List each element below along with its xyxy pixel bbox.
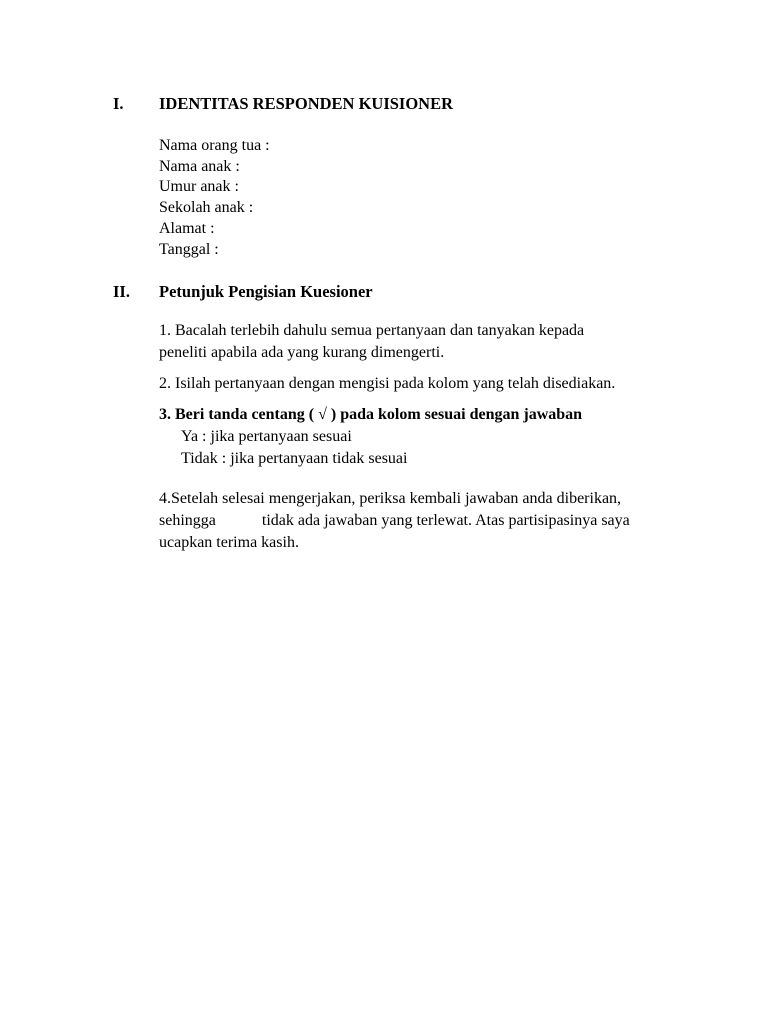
- respondent-field-list: [159, 136, 679, 260]
- instruction-4-line-1: 4.Setelah selesai mengerjakan, periksa kembali jawaban anda diberikan,: [159, 490, 622, 507]
- option-ya: Ya : jika pertanyaan sesuai: [181, 428, 352, 445]
- instruction-4: [159, 488, 689, 554]
- section-1-title: IDENTITAS RESPONDEN KUISIONER: [159, 94, 454, 113]
- field-tanggal: Tanggal :: [159, 240, 219, 258]
- field-alamat: Alamat :: [159, 219, 215, 237]
- option-tidak: Tidak : jika pertanyaan tidak sesuai: [181, 450, 408, 467]
- field-nama-orang-tua: Nama orang tua :: [159, 137, 270, 154]
- instruction-1: [159, 320, 689, 364]
- instruction-1-line-1: 1. Bacalah terlebih dahulu semua pertanyaan dan tanyakan kepada: [159, 322, 585, 339]
- instruction-2-line-1: 2. Isilah pertanyaan dengan mengisi pada kolom yang telah disediakan.: [159, 375, 616, 392]
- section-1-number: I.: [113, 94, 124, 113]
- instruction-4-line-2-start: sehingga: [159, 512, 216, 529]
- field-umur-anak: Umur anak :: [159, 178, 239, 196]
- instruction-4-line-2: [159, 510, 689, 532]
- instruction-1-line-2: peneliti apabila ada yang kurang dimengerti.: [159, 344, 445, 361]
- instruction-2: [159, 373, 689, 395]
- section-2-title: Petunjuk Pengisian Kuesioner: [159, 282, 373, 301]
- instruction-4-line-3: ucapkan terima kasih.: [159, 534, 299, 551]
- field-nama-anak: Nama anak :: [159, 157, 240, 175]
- section-2-number: II.: [113, 282, 130, 301]
- instruction-4-line-2-end: tidak ada jawaban yang terlewat. Atas partisipasinya saya: [261, 512, 630, 529]
- instruction-3-line-1: 3. Beri tanda centang ( √ ) pada kolom sesuai dengan jawaban: [159, 406, 583, 423]
- instruction-3: [159, 404, 689, 470]
- field-sekolah-anak: Sekolah anak :: [159, 199, 254, 217]
